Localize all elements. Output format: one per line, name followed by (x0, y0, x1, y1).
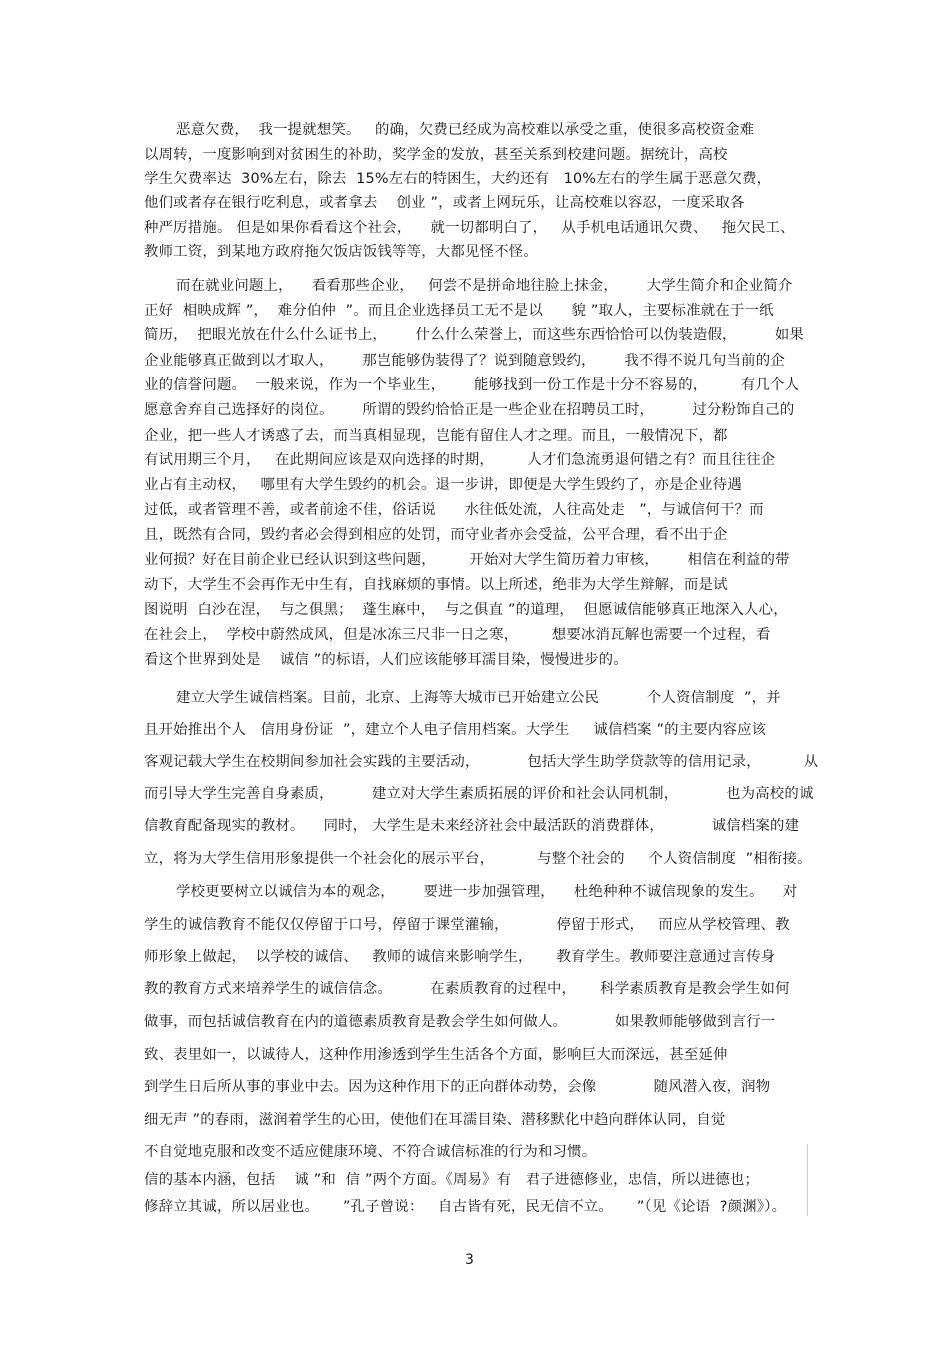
text-line: 信的基本内涵，包括 诚 ”和 信 ”两个方面。《周易》有 君子进德修业，忠信，所以进德也； (144, 1172, 760, 1188)
text-line: 致、表里如一，以诚待人，这种作用渗透到学生生活各个方面，影响巨大而深远，甚至延伸 (144, 1047, 728, 1063)
text-line: 细无声 ”的春雨，滋润着学生的心田，使他们在耳濡目染、潜移默化中趋向群体认同，自觉 (144, 1112, 726, 1128)
text-line: 学校更要树立以诚信为本的观念， 要进一步加强管理， 杜绝种种不诚信现象的发生。 对 (176, 884, 798, 900)
text-line: 种严厉措施。 但是如果你看看这个社会， 就一切都明白了， 从手机电话通讯欠费、 拖欠民工、 (144, 220, 795, 236)
text-line: 学生欠费率达 30%左右，除去 15%左右的特困生，大约还有 10%左右的学生属于恶意欠费， (144, 171, 772, 187)
text-line: 而在就业问题上， 看看那些企业， 何尝不是拼命地往脸上抹金， 大学生简介和企业简介 (176, 278, 793, 294)
text-line: 不自觉地克服和改变不适应健康环境、不符合诚信标准的行为和习惯。 (144, 1144, 597, 1160)
text-line: 简历， 把眼光放在什么什么证书上， 什么什么荣誉上，而这些东西恰恰可以伪装造假， 如果 (144, 327, 805, 343)
text-line: 到学生日后所从事的事业中去。因为这种作用下的正向群体动势，会像 随风潜入夜，润物 (144, 1079, 771, 1095)
text-line: 师形象上做起， 以学校的诚信、 教师的诚信来影响学生， 教育学生。教师要注意通过言传身 (144, 949, 776, 965)
text-line: 修辞立其诚，所以居业也。 ”孔子曾说： 自古皆有死，民无信不立。 ”（见《论语 ?颜渊》）。 (144, 1199, 787, 1215)
text-line: 在社会上， 学校中蔚然成风，但是冰冻三尺非一日之寒， 想要冰消瓦解也需要一个过程，看 (144, 627, 771, 643)
page-number: 3 (465, 1252, 474, 1268)
text-line: 他们或者存在银行吃利息，或者拿去 创业 ”，或者上网玩乐，让高校难以容忍，一度采取各 (144, 195, 745, 211)
text-line: 有试用期三个月， 在此期间应该是双向选择的时期， 人才们急流勇退何错之有？而且往往企 (144, 452, 776, 468)
text-line: 过低，或者管理不善，或者前途不佳，俗话说 水往低处流，人往高处走 ”，与诚信何干？而 (144, 502, 764, 518)
text-line: 立，将为大学生信用形象提供一个社会化的展示平台， 与整个社会的 个人资信制度 ”相衔接。 (144, 851, 812, 867)
text-line: 企业能够真正做到以才取人， 那岂能够伪装得了？说到随意毁约， 我不得不说几句当前的企 (144, 353, 785, 369)
text-line: 愿意舍弃自己选择好的岗位。 所谓的毁约恰恰正是一些企业在招聘员工时， 过分粉饰自己的 (144, 402, 795, 418)
margin-rule (807, 1144, 808, 1216)
text-line: 业的信誉问题。 一般来说，作为一个毕业生， 能够找到一份工作是十分不容易的， 有几个人 (144, 377, 800, 393)
text-line: 动下，大学生不会再作无中生有，自找麻烦的事情。以上所述，绝非为大学生辩解，而是试 (144, 577, 728, 593)
text-line: 做事，而包括诚信教育在内的道德素质教育是教会学生如何做人。 如果教师能够做到言行一 (144, 1014, 776, 1030)
text-line: 信教育配备现实的教材。 同时， 大学生是未来经济社会中最活跃的消费群体， 诚信档案的建 (144, 818, 800, 834)
text-line: 且开始推出个人 信用身份证 ”，建立个人电子信用档案。大学生 诚信档案 ”的主要内容应该 (144, 722, 767, 738)
text-line: 图说明 白沙在涅， 与之俱黑； 蓬生麻中， 与之俱直 ”的道理， 但愿诚信能够真正地深入人心， (144, 602, 788, 618)
text-line: 业何损？好在目前企业已经认识到这些问题， 开始对大学生简历着力审核， 相信在利益的带 (144, 552, 790, 568)
text-line: 看这个世界到处是 诚信 ”的标语，人们应该能够耳濡目染，慢慢进步的。 (144, 652, 628, 668)
text-line: 客观记载大学生在校期间参加社会实践的主要活动， 包括大学生助学贷款等的信用记录， 从 (144, 754, 819, 770)
text-line: 正好 相映成辉 ”， 难分伯仲 ”。而且企业选择员工无不是以 貌 ”取人，主要标准就在于一纸 (144, 303, 774, 319)
text-line: 学生的诚信教育不能仅仅停留于口号，停留于课堂灌输， 停留于形式， 而应从学校管理、教 (144, 917, 790, 933)
text-line: 教师工资，到某地方政府拖欠饭店饭钱等等，大都见怪不怪。 (144, 244, 538, 260)
text-line: 而引导大学生完善自身素质， 建立对大学生素质拓展的评价和社会认同机制， 也为高校的诚 (144, 786, 814, 802)
text-line: 以周转，一度影响到对贫困生的补助，奖学金的发放，甚至关系到校建问题。据统计，高校 (144, 147, 728, 163)
text-line: 恶意欠费， 我一提就想笑。 的确，欠费已经成为高校难以承受之重，使很多高校资金难 (176, 122, 755, 138)
text-line: 业占有主动权， 哪里有大学生毁约的机会。退一步讲，即便是大学生毁约了，亦是企业待遇 (144, 477, 742, 493)
text-line: 且，既然有合同，毁约者必会得到相应的处罚，而守业者亦会受益，公平合理，看不出于企 (144, 527, 728, 543)
text-line: 企业，把一些人才诱惑了去，而当真相显现，岂能有留住人才之理。而且，一般情况下，都 (144, 428, 728, 444)
text-line: 建立大学生诚信档案。目前，北京、上海等大城市已开始建立公民 个人资信制度 ”，并 (176, 690, 781, 706)
text-line: 教的教育方式来培养学生的诚信信念。 在素质教育的过程中， 科学素质教育是教会学生如何 (144, 981, 790, 997)
